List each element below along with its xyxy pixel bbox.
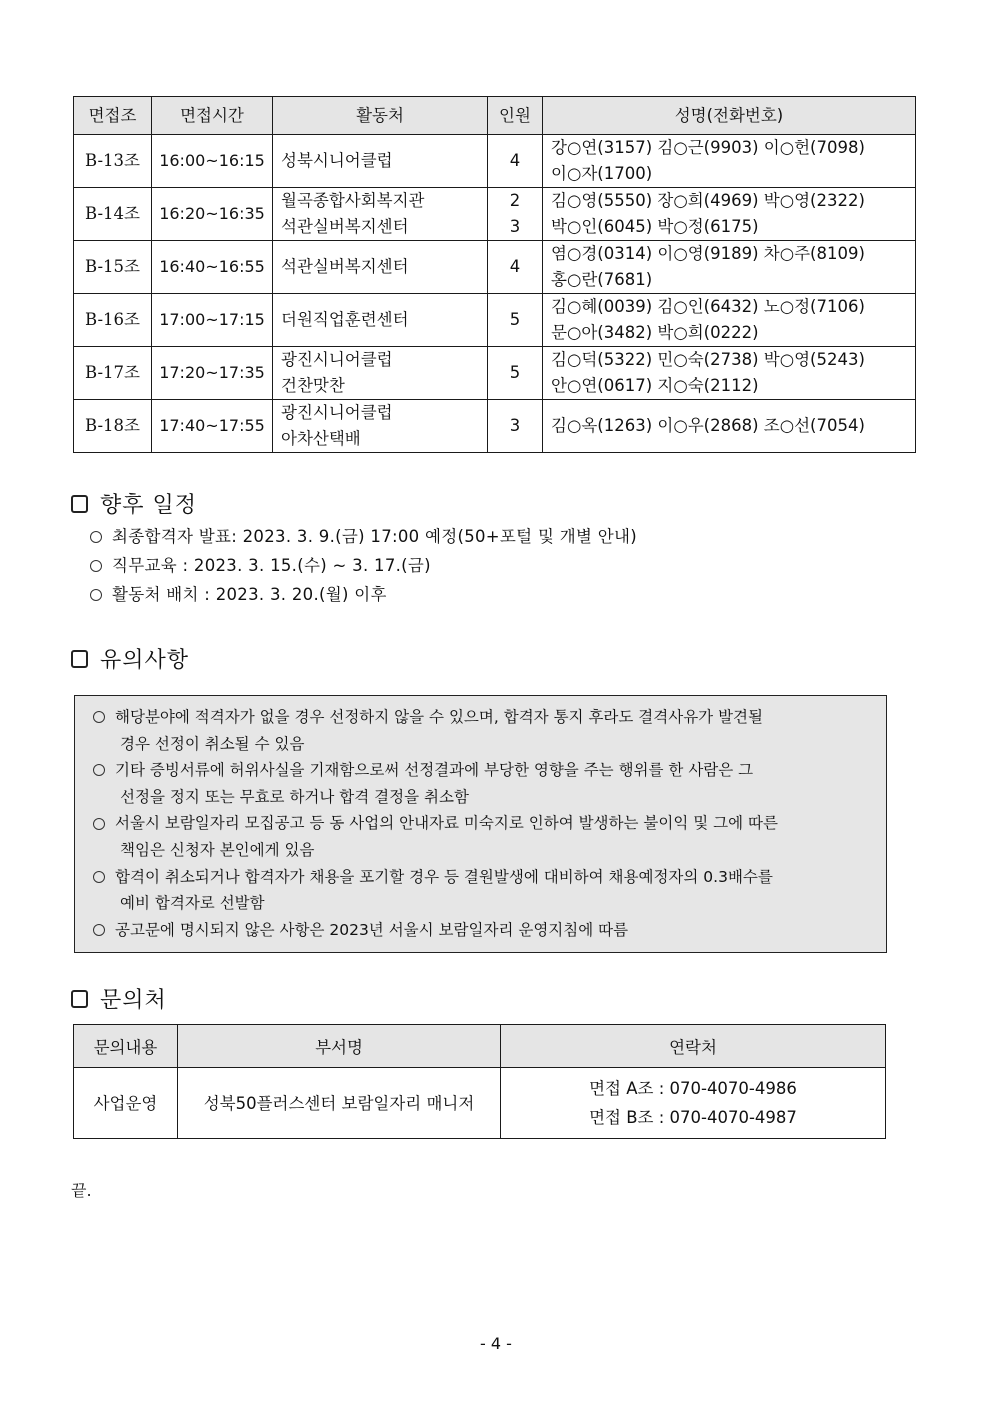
phone-cell	[501, 1068, 886, 1139]
checkbox-square-icon	[71, 495, 88, 513]
place-cell	[273, 135, 488, 188]
notice-text: 합격이 취소되거나 합격자가 채용을 포기할 경우 등 결원발생에 대비하여 채용예정자의 0.3배수를	[115, 867, 773, 886]
count-cell	[488, 188, 543, 241]
names-cell	[543, 400, 916, 453]
section-heading-notes	[71, 643, 189, 674]
names-line: 홍○란(7681)	[551, 270, 653, 289]
table-row	[74, 188, 916, 241]
group-cell: B-16조	[74, 294, 152, 347]
list-item-text: 최종합격자 발표: 2023. 3. 9.(금) 17:00 예정(50+포털 및 개별 안내)	[112, 527, 637, 546]
group-cell: B-14조	[74, 188, 152, 241]
place-name: 성북시니어클럽	[281, 151, 393, 170]
table-header-row	[74, 1025, 886, 1068]
topic-cell: 사업운영	[74, 1068, 178, 1139]
list-item-text: 활동처 배치 : 2023. 3. 20.(월) 이후	[112, 585, 387, 604]
circle-bullet-icon	[90, 531, 102, 543]
names-cell	[543, 347, 916, 400]
column-header-topic: 문의내용	[74, 1025, 178, 1068]
count-cell	[488, 135, 543, 188]
circle-bullet-icon	[93, 711, 105, 723]
time-cell: 16:20~16:35	[152, 188, 273, 241]
interview-schedule-table	[73, 96, 916, 453]
count-value: 5	[509, 310, 521, 329]
circle-bullet-icon	[93, 764, 105, 776]
names-line: 이○자(1700)	[551, 164, 653, 183]
table-header-row	[74, 97, 916, 135]
contact-table	[73, 1024, 886, 1139]
circle-bullet-icon	[90, 560, 102, 572]
section-title: 향후 일정	[100, 493, 198, 518]
count-cell	[488, 347, 543, 400]
section-title: 문의처	[100, 988, 167, 1013]
notice-item	[93, 704, 886, 757]
place-cell	[273, 188, 488, 241]
count-value: 3	[509, 217, 521, 236]
table-row	[74, 241, 916, 294]
list-item-text: 직무교육 : 2023. 3. 15.(수) ~ 3. 17.(금)	[112, 556, 431, 575]
place-cell	[273, 294, 488, 347]
circle-bullet-icon	[90, 589, 102, 601]
names-line: 염○경(0314) 이○영(9189) 차○주(8109)	[551, 244, 865, 263]
place-cell	[273, 347, 488, 400]
place-name: 아차산택배	[281, 429, 361, 448]
checkbox-square-icon	[71, 650, 88, 668]
column-header-time: 면접시간	[152, 97, 273, 135]
names-line: 김○덕(5322) 민○숙(2738) 박○영(5243)	[551, 350, 865, 369]
column-header-department: 부서명	[178, 1025, 501, 1068]
section-heading-future-schedule	[71, 488, 197, 519]
names-cell	[543, 294, 916, 347]
place-cell	[273, 241, 488, 294]
place-name: 더원직업훈련센터	[281, 310, 409, 329]
table-row	[74, 347, 916, 400]
place-name: 건찬맛찬	[281, 376, 345, 395]
notice-box	[74, 695, 887, 953]
names-line: 강○연(3157) 김○근(9903) 이○헌(7098)	[551, 138, 865, 157]
count-value: 3	[509, 416, 521, 435]
future-schedule-list	[90, 522, 637, 609]
group-cell: B-18조	[74, 400, 152, 453]
notice-text: 기타 증빙서류에 허위사실을 기재함으로써 선정결과에 부당한 영향을 주는 행위를 한 사람은 그	[115, 761, 754, 780]
time-cell: 17:40~17:55	[152, 400, 273, 453]
group-cell: B-15조	[74, 241, 152, 294]
notice-text: 해당분야에 적격자가 없을 경우 선정하지 않을 수 있으며, 합격자 통지 후라도 결격사유가 발견될	[115, 708, 764, 726]
notice-item	[93, 810, 886, 863]
phone-line-b: 면접 B조 : 070-4070-4987	[589, 1108, 797, 1127]
circle-bullet-icon	[93, 871, 105, 883]
names-cell	[543, 188, 916, 241]
column-header-group: 면접조	[74, 97, 152, 135]
time-cell: 16:00~16:15	[152, 135, 273, 188]
place-name: 광진시니어클럽	[281, 350, 393, 369]
table-row	[74, 135, 916, 188]
notice-text: 예비 합격자로 선발함	[120, 894, 265, 913]
names-line: 김○옥(1263) 이○우(2868) 조○선(7054)	[551, 416, 865, 435]
table-row	[74, 1068, 886, 1139]
notice-text: 경우 선정이 취소될 수 있음	[120, 734, 305, 753]
count-value: 5	[509, 363, 521, 382]
column-header-count: 인원	[488, 97, 543, 135]
notice-item	[93, 757, 886, 810]
notice-item	[93, 864, 886, 917]
names-line: 문○아(3482) 박○희(0222)	[551, 323, 759, 342]
names-cell	[543, 135, 916, 188]
group-cell: B-13조	[74, 135, 152, 188]
count-value: 4	[509, 151, 521, 170]
column-header-place: 활동처	[273, 97, 488, 135]
table-row	[74, 400, 916, 453]
group-cell: B-17조	[74, 347, 152, 400]
column-header-phone: 연락처	[501, 1025, 886, 1068]
time-cell: 17:00~17:15	[152, 294, 273, 347]
names-line: 안○연(0617) 지○숙(2112)	[551, 376, 759, 395]
section-heading-contact	[71, 983, 167, 1014]
notice-text: 책임은 신청자 본인에게 있음	[120, 840, 315, 859]
count-cell	[488, 400, 543, 453]
page-number: - 4 -	[480, 1334, 512, 1353]
circle-bullet-icon	[93, 924, 105, 936]
department-cell: 성북50플러스센터 보람일자리 매니저	[178, 1068, 501, 1139]
place-name: 광진시니어클럽	[281, 403, 393, 422]
column-header-names: 성명(전화번호)	[543, 97, 916, 135]
count-cell	[488, 241, 543, 294]
place-name: 석관실버복지센터	[281, 217, 409, 236]
notice-text: 선정을 정지 또는 무효로 하거나 합격 결정을 취소함	[120, 787, 469, 806]
notice-item	[93, 917, 886, 944]
list-item	[90, 551, 637, 580]
count-value: 4	[509, 257, 521, 276]
time-cell: 16:40~16:55	[152, 241, 273, 294]
place-name: 석관실버복지센터	[281, 257, 409, 276]
checkbox-square-icon	[71, 990, 88, 1008]
notice-text: 공고문에 명시되지 않은 사항은 2023년 서울시 보람일자리 운영지침에 따름	[115, 920, 629, 939]
table-row	[74, 294, 916, 347]
end-mark: 끝.	[71, 1181, 92, 1200]
time-cell: 17:20~17:35	[152, 347, 273, 400]
list-item	[90, 580, 637, 609]
names-cell	[543, 241, 916, 294]
names-line: 박○인(6045) 박○정(6175)	[551, 217, 759, 236]
notice-text: 서울시 보람일자리 모집공고 등 동 사업의 안내자료 미숙지로 인하여 발생하는 불이익 및 그에 따른	[115, 814, 778, 833]
names-line: 김○혜(0039) 김○인(6432) 노○정(7106)	[551, 297, 865, 316]
place-cell	[273, 400, 488, 453]
count-value: 2	[509, 191, 521, 210]
phone-line-a: 면접 A조 : 070-4070-4986	[589, 1079, 797, 1098]
place-name: 월곡종합사회복지관	[281, 191, 425, 210]
circle-bullet-icon	[93, 818, 105, 830]
count-cell	[488, 294, 543, 347]
names-line: 김○영(5550) 장○희(4969) 박○영(2322)	[551, 191, 865, 210]
list-item	[90, 522, 637, 551]
section-title: 유의사항	[100, 648, 190, 673]
